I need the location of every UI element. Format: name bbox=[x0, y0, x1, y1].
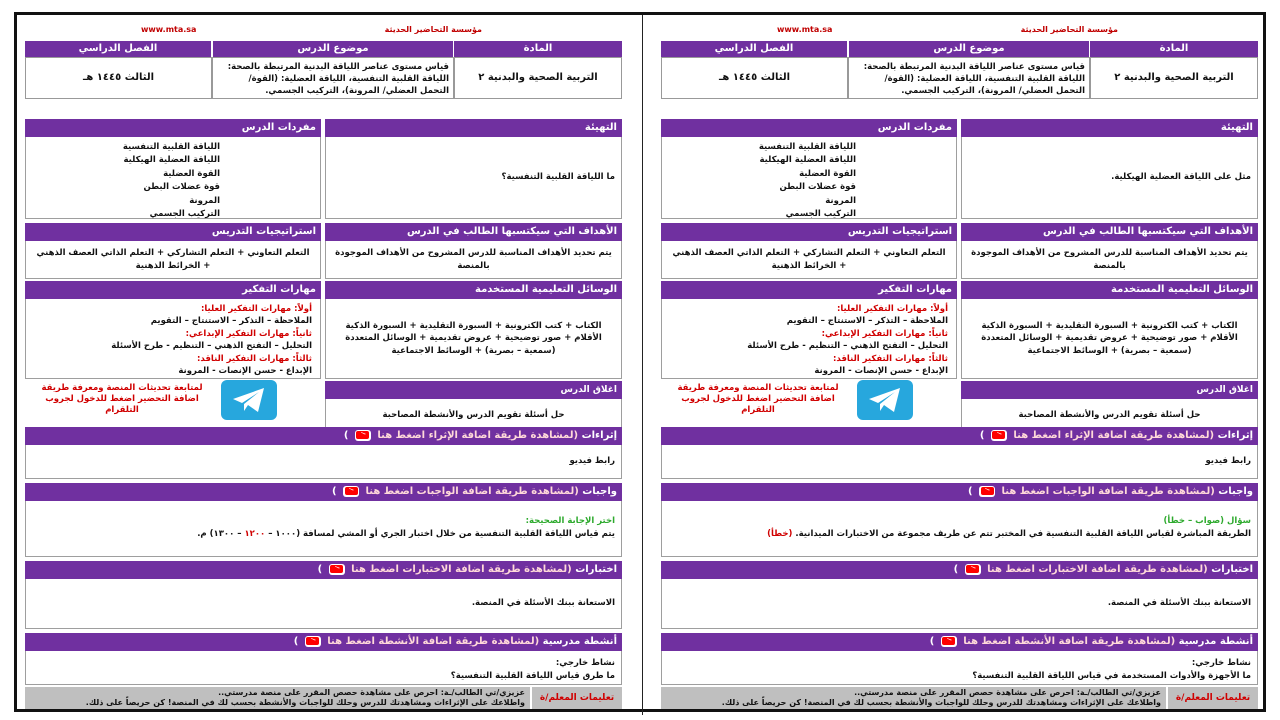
thinking-heading-3: ثالثاً: مهارات التفكير الناقد: bbox=[833, 353, 948, 364]
teacher-notes bbox=[25, 687, 530, 709]
youtube-icon[interactable] bbox=[991, 430, 1007, 441]
homework-title-bar[interactable] bbox=[661, 483, 1258, 501]
teacher-notes bbox=[661, 687, 1166, 709]
tests-title: اختبارات bbox=[1211, 564, 1253, 575]
warmup-title: التهيئة bbox=[961, 119, 1258, 137]
thinking-skills bbox=[25, 299, 321, 379]
enrich-link-end: ) bbox=[343, 430, 349, 441]
homework-body bbox=[25, 501, 622, 557]
thinking-list-1: الملاحظة – التذكر – الاستنتاج – التقويم bbox=[786, 316, 948, 327]
vocab-item: المرونة bbox=[825, 195, 856, 206]
warmup-title: التهيئة bbox=[325, 119, 622, 137]
term-value: الثالث ١٤٤٥ هـ bbox=[25, 57, 212, 99]
thinking-list-2: التحليل – التفتح الذهني – التنظيم - طرح الأسئلة bbox=[747, 341, 948, 352]
page-top-row bbox=[661, 23, 1258, 39]
vocab-item: اللياقة العضلية الهيكلية bbox=[123, 155, 220, 166]
vocab-item: القوة العضلية bbox=[799, 168, 856, 179]
lesson-plan-page-right bbox=[661, 23, 1258, 709]
strategies-text: التعلم التعاوني + التعلم التشاركي + التعلم الذاتي العصف الذهني + الخرائط الذهنية bbox=[25, 241, 321, 279]
homework-answer: (خطأ) bbox=[767, 528, 793, 539]
page-divider bbox=[642, 15, 643, 715]
vocab-list bbox=[661, 137, 957, 219]
aids-text: الكتاب + كتب الكترونية + السبورة التقليدية + السبورة الذكية الأقلام + صور توضيحية + عروض تقديمية + الوسائل المتعددة (سمعية – بصرية) + الوسائط الاجتماعية bbox=[325, 299, 622, 379]
homework-question-start: يتم قياس اللياقة القلبية التنفسية من خلال اختبار الجري أو المشي لمسافة (١٠٠٠ – bbox=[268, 528, 615, 539]
activities-body bbox=[25, 651, 622, 685]
thinking-heading-3: ثالثاً: مهارات التفكير الناقد: bbox=[197, 353, 312, 364]
youtube-icon[interactable] bbox=[979, 486, 995, 497]
enrich-link[interactable]: (لمشاهدة طريقة اضافة الإثراء اضغط هنا bbox=[1013, 430, 1215, 441]
objectives-text: يتم تحديد الأهداف المناسبة للدرس المشروح من الأهداف الموجودة بالمنصة bbox=[961, 241, 1258, 279]
tests-title-bar[interactable] bbox=[661, 561, 1258, 579]
vocab-item: اللياقة القلبية التنفسية bbox=[122, 142, 220, 152]
teacher-notes-line-2: واطلاعك على الإثراءات ومشاهدتك للدرس وحلك للواجبات والأنشطة بحسب لك في المنصة! كن حريصاً على ذلك. bbox=[85, 698, 525, 707]
telegram-promo[interactable]: لمتابعة تحديثات المنصة ومعرفة طريقة اضافة التحضير اضغط للدخول لجروب التلقرام bbox=[677, 383, 839, 415]
vocab-item: اللياقة العضلية الهيكلية bbox=[759, 155, 856, 166]
enrich-title-bar[interactable] bbox=[25, 427, 622, 445]
topic-header: موضوع الدرس bbox=[212, 41, 454, 57]
closing-title: اغلاق الدرس bbox=[961, 381, 1258, 399]
activities-title-bar[interactable] bbox=[25, 633, 622, 651]
activities-link[interactable]: (لمشاهدة طريقة اضافة الأنشطة اضغط هنا bbox=[963, 636, 1176, 647]
activities-title: أنشطة مدرسية bbox=[1178, 636, 1253, 647]
enrich-link-end: ) bbox=[979, 430, 985, 441]
topic-header: موضوع الدرس bbox=[848, 41, 1090, 57]
objectives-text: يتم تحديد الأهداف المناسبة للدرس المشروح من الأهداف الموجودة بالمنصة bbox=[325, 241, 622, 279]
thinking-list-3: الإبداع - حسن الإنصات - المرونة bbox=[178, 366, 312, 377]
homework-question bbox=[668, 528, 1251, 541]
thinking-skills bbox=[661, 299, 957, 379]
youtube-icon[interactable] bbox=[965, 564, 981, 575]
homework-label: اختر الإجابة الصحيحة: bbox=[525, 516, 615, 526]
teacher-notes-line-2: واطلاعك على الإثراءات ومشاهدتك للدرس وحلك للواجبات والأنشطة بحسب لك في المنصة! كن حريصاً على ذلك. bbox=[721, 698, 1161, 707]
tests-link[interactable]: (لمشاهدة طريقة اضافة الاختبارات اضغط هنا bbox=[351, 564, 572, 575]
thinking-list-2: التحليل – التفتح الذهني – التنظيم - طرح الأسئلة bbox=[111, 341, 312, 352]
subject-header: المادة bbox=[454, 41, 622, 57]
tests-title: اختبارات bbox=[575, 564, 617, 575]
activities-question: ما الأجهزة والأدوات المستخدمة في قياس اللياقة القلبية التنفسية؟ bbox=[972, 670, 1251, 681]
vocab-list bbox=[25, 137, 321, 219]
vocab-item: اللياقة القلبية التنفسية bbox=[758, 142, 856, 152]
thinking-list-3: الإبداع - حسن الإنصات - المرونة bbox=[814, 366, 948, 377]
homework-link[interactable]: (لمشاهدة طريقة اضافة الواجبات اضغط هنا bbox=[365, 486, 579, 497]
thinking-heading-2: ثانياً: مهارات التفكير الإبداعي: bbox=[185, 328, 312, 339]
homework-question-text: الطريقة المباشرة لقياس اللياقة القلبية التنفسية في المختبر تتم عن طريف مجموعة من الاختبارات الميدانية. bbox=[795, 528, 1251, 539]
homework-link[interactable]: (لمشاهدة طريقة اضافة الواجبات اضغط هنا bbox=[1001, 486, 1215, 497]
youtube-icon[interactable] bbox=[343, 486, 359, 497]
youtube-icon[interactable] bbox=[329, 564, 345, 575]
term-header: الفصل الدراسي bbox=[661, 41, 848, 57]
subject-header: المادة bbox=[1090, 41, 1258, 57]
lesson-plan-page-left bbox=[25, 23, 622, 709]
enrich-link[interactable]: (لمشاهدة طريقة اضافة الإثراء اضغط هنا bbox=[377, 430, 579, 441]
enrich-title: إثراءات bbox=[581, 430, 617, 441]
activities-title-bar[interactable] bbox=[661, 633, 1258, 651]
document-frame bbox=[14, 12, 1266, 712]
activities-title: أنشطة مدرسية bbox=[542, 636, 617, 647]
teacher-notes-label: تعليمات المعلم/ة bbox=[532, 687, 622, 709]
strategies-title: استراتيجيات التدريس bbox=[25, 223, 321, 241]
term-value: الثالث ١٤٤٥ هـ bbox=[661, 57, 848, 99]
vocab-item: قوة عضلات البطن bbox=[779, 182, 856, 193]
activities-question: ما طرق قياس اللياقة القلبية التنفسية؟ bbox=[450, 670, 615, 681]
homework-question bbox=[32, 528, 615, 541]
homework-title: واجبات bbox=[582, 486, 617, 497]
tests-text: الاستعانة ببنك الأسئلة في المنصة. bbox=[25, 579, 622, 629]
vocab-item: المرونة bbox=[189, 195, 220, 206]
activities-link-end: ) bbox=[929, 636, 935, 647]
activities-body bbox=[661, 651, 1258, 685]
objectives-title: الأهداف التي سيكتسبها الطالب في الدرس bbox=[961, 223, 1258, 241]
youtube-icon[interactable] bbox=[355, 430, 371, 441]
teacher-notes-line-1: عزيزي/تي الطالب/ـة: احرص على مشاهدة حصص المقرر على منصة مدرستي.. bbox=[854, 688, 1161, 697]
teacher-notes-label: تعليمات المعلم/ة bbox=[1168, 687, 1258, 709]
topic-value: قياس مستوى عناصر اللياقة البدنية المرتبطة بالصحة: اللياقة القلبية التنفسية، اللياقة العضلية: (القوة/ التحمل العضلي/ المرونة)، التركيب الجسمي. bbox=[848, 57, 1090, 99]
vocab-item: التركيب الجسمي bbox=[149, 209, 220, 220]
closing-text: حل أسئلة تقويم الدرس والأنشطة المصاحبة bbox=[325, 399, 622, 433]
subject-value: التربية الصحية والبدنية ٢ bbox=[454, 57, 622, 99]
homework-answer: ١٢٠٠ bbox=[244, 528, 266, 539]
tests-text: الاستعانة ببنك الأسئلة في المنصة. bbox=[661, 579, 1258, 629]
warmup-question: مثل على اللياقة العضلية الهيكلية. bbox=[961, 137, 1258, 219]
strategies-text: التعلم التعاوني + التعلم التشاركي + التعلم الذاتي العصف الذهني + الخرائط الذهنية bbox=[661, 241, 957, 279]
vocab-item: القوة العضلية bbox=[163, 168, 220, 179]
homework-link-end: ) bbox=[331, 486, 337, 497]
enrich-title: إثراءات bbox=[1217, 430, 1253, 441]
vocab-title: مفردات الدرس bbox=[661, 119, 957, 137]
closing-text: حل أسئلة تقويم الدرس والأنشطة المصاحبة bbox=[961, 399, 1258, 433]
thinking-heading-2: ثانياً: مهارات التفكير الإبداعي: bbox=[821, 328, 948, 339]
subject-value: التربية الصحية والبدنية ٢ bbox=[1090, 57, 1258, 99]
page-top-row bbox=[25, 23, 622, 39]
teacher-notes-line-1: عزيزي/تي الطالب/ـة: احرص على مشاهدة حصص المقرر على منصة مدرستي.. bbox=[218, 688, 525, 697]
term-header: الفصل الدراسي bbox=[25, 41, 212, 57]
homework-question-end: – ١٣٠٠) م. bbox=[197, 528, 242, 539]
publisher-name: مؤسسة التحاضير الحديثة bbox=[384, 25, 482, 34]
activities-label: نشاط خارجي: bbox=[555, 658, 615, 668]
enrich-text: رابط فيديو bbox=[661, 445, 1258, 479]
vocab-item: قوة عضلات البطن bbox=[143, 182, 220, 193]
telegram-icon[interactable] bbox=[857, 380, 913, 420]
tests-link-end: ) bbox=[317, 564, 323, 575]
homework-label: سؤال (صواب – خطأ) bbox=[1163, 516, 1251, 526]
site-url[interactable]: www.mta.sa bbox=[777, 25, 833, 34]
topic-value: قياس مستوى عناصر اللياقة البدنية المرتبطة بالصحة: اللياقة القلبية التنفسية، اللياقة العضلية: (القوة/ التحمل العضلي/ المرونة)، التركيب الجسمي. bbox=[212, 57, 454, 99]
site-url[interactable]: www.mta.sa bbox=[141, 25, 197, 34]
homework-title: واجبات bbox=[1218, 486, 1253, 497]
strategies-title: استراتيجيات التدريس bbox=[661, 223, 957, 241]
enrich-title-bar[interactable] bbox=[661, 427, 1258, 445]
enrich-text: رابط فيديو bbox=[25, 445, 622, 479]
aids-title: الوسائل التعليمية المستخدمة bbox=[961, 281, 1258, 299]
telegram-promo[interactable]: لمتابعة تحديثات المنصة ومعرفة طريقة اضافة التحضير اضغط للدخول لجروب التلقرام bbox=[41, 383, 203, 415]
aids-title: الوسائل التعليمية المستخدمة bbox=[325, 281, 622, 299]
homework-title-bar[interactable] bbox=[25, 483, 622, 501]
thinking-heading-1: أولاً: مهارات التفكير العليا: bbox=[836, 304, 948, 314]
telegram-icon[interactable] bbox=[221, 380, 277, 420]
youtube-icon[interactable] bbox=[305, 636, 321, 647]
homework-body bbox=[661, 501, 1258, 557]
activities-link-end: ) bbox=[293, 636, 299, 647]
aids-text: الكتاب + كتب الكترونية + السبورة التقليدية + السبورة الذكية الأقلام + صور توضيحية + عروض تقديمية + الوسائل المتعددة (سمعية – بصرية) + الوسائط الاجتماعية bbox=[961, 299, 1258, 379]
closing-title: اغلاق الدرس bbox=[325, 381, 622, 399]
objectives-title: الأهداف التي سيكتسبها الطالب في الدرس bbox=[325, 223, 622, 241]
tests-title-bar[interactable] bbox=[25, 561, 622, 579]
warmup-question: ما اللياقة القلبية التنفسية؟ bbox=[325, 137, 622, 219]
thinking-title: مهارات التفكير bbox=[661, 281, 957, 299]
tests-link[interactable]: (لمشاهدة طريقة اضافة الاختبارات اضغط هنا bbox=[987, 564, 1208, 575]
vocab-item: التركيب الجسمي bbox=[785, 209, 856, 220]
publisher-name: مؤسسة التحاضير الحديثة bbox=[1020, 25, 1118, 34]
youtube-icon[interactable] bbox=[941, 636, 957, 647]
thinking-heading-1: أولاً: مهارات التفكير العليا: bbox=[200, 304, 312, 314]
tests-link-end: ) bbox=[953, 564, 959, 575]
thinking-title: مهارات التفكير bbox=[25, 281, 321, 299]
activities-link[interactable]: (لمشاهدة طريقة اضافة الأنشطة اضغط هنا bbox=[327, 636, 540, 647]
activities-label: نشاط خارجي: bbox=[1191, 658, 1251, 668]
thinking-list-1: الملاحظة – التذكر – الاستنتاج – التقويم bbox=[150, 316, 312, 327]
homework-link-end: ) bbox=[967, 486, 973, 497]
vocab-title: مفردات الدرس bbox=[25, 119, 321, 137]
